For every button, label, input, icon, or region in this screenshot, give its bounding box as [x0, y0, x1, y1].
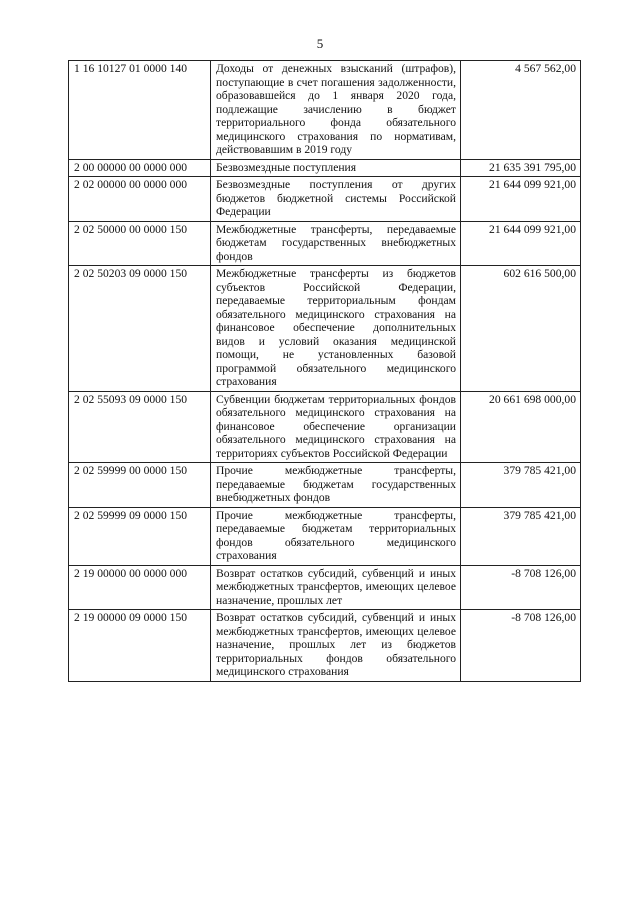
table-row: [69, 221, 581, 266]
page-number: 5: [316, 36, 324, 51]
revenue-name-cell: Межбюджетные трансферты из бюджетов субъектов Российской Федерации, передаваемые территориальным фондам обязательного медицинского страхования на финансовое обеспечение дополнительных видов и условий оказания медицинской помощи, не установленных базовой программой обязательного медицинского страхования: [211, 266, 461, 392]
budget-revenue-table: [68, 60, 581, 682]
revenue-name-cell: Межбюджетные трансферты, передаваемые бюджетам государственных внебюджетных фондов: [211, 221, 461, 266]
amount-cell: 21 635 391 795,00: [461, 159, 581, 177]
amount-cell: 4 567 562,00: [461, 61, 581, 160]
revenue-name-cell: Субвенции бюджетам территориальных фондов обязательного медицинского страхования на финансовое обеспечение организации обязательного медицинского страхования на территориях субъектов Российской Федерации: [211, 391, 461, 463]
budget-code-cell: 2 00 00000 00 0000 000: [69, 159, 211, 177]
revenue-name-cell: Безвозмездные поступления от других бюджетов бюджетной системы Российской Федерации: [211, 177, 461, 222]
budget-code-cell: 2 02 00000 00 0000 000: [69, 177, 211, 222]
budget-code-cell: 2 02 50203 09 0000 150: [69, 266, 211, 392]
amount-cell: -8 708 126,00: [461, 610, 581, 682]
table-row: [69, 507, 581, 565]
table-row: [69, 565, 581, 610]
table-row: [69, 266, 581, 392]
budget-code-cell: 2 02 50000 00 0000 150: [69, 221, 211, 266]
amount-cell: 379 785 421,00: [461, 463, 581, 508]
amount-cell: 21 644 099 921,00: [461, 221, 581, 266]
budget-code-cell: 2 02 59999 00 0000 150: [69, 463, 211, 508]
revenue-name-cell: Возврат остатков субсидий, субвенций и иных межбюджетных трансфертов, имеющих целевое назначение, прошлых лет: [211, 565, 461, 610]
budget-code-cell: 2 02 59999 09 0000 150: [69, 507, 211, 565]
revenue-name-cell: Прочие межбюджетные трансферты, передаваемые бюджетам государственных внебюджетных фондов: [211, 463, 461, 508]
revenue-name-cell: Прочие межбюджетные трансферты, передаваемые бюджетам территориальных фондов обязательного медицинского страхования: [211, 507, 461, 565]
table-row: [69, 177, 581, 222]
budget-code-cell: 2 19 00000 00 0000 000: [69, 565, 211, 610]
table-row: [69, 61, 581, 160]
budget-code-cell: 2 02 55093 09 0000 150: [69, 391, 211, 463]
amount-cell: 379 785 421,00: [461, 507, 581, 565]
amount-cell: 602 616 500,00: [461, 266, 581, 392]
table-row: [69, 463, 581, 508]
revenue-name-cell: Возврат остатков субсидий, субвенций и иных межбюджетных трансфертов, имеющих целевое назначение, прошлых лет из бюджетов территориальных фондов обязательного медицинского страхования: [211, 610, 461, 682]
amount-cell: -8 708 126,00: [461, 565, 581, 610]
table-row: [69, 159, 581, 177]
revenue-name-cell: Безвозмездные поступления: [211, 159, 461, 177]
table-row: [69, 391, 581, 463]
budget-code-cell: 1 16 10127 01 0000 140: [69, 61, 211, 160]
amount-cell: 20 661 698 000,00: [461, 391, 581, 463]
amount-cell: 21 644 099 921,00: [461, 177, 581, 222]
revenue-name-cell: Доходы от денежных взысканий (штрафов), поступающие в счет погашения задолженности, образовавшейся до 1 января 2020 года, подлежащие зачислению в бюджет территориального фонда обязательного медицинского страхования по нормативам, действовавшим в 2019 году: [211, 61, 461, 160]
table-row: [69, 610, 581, 682]
budget-code-cell: 2 19 00000 09 0000 150: [69, 610, 211, 682]
